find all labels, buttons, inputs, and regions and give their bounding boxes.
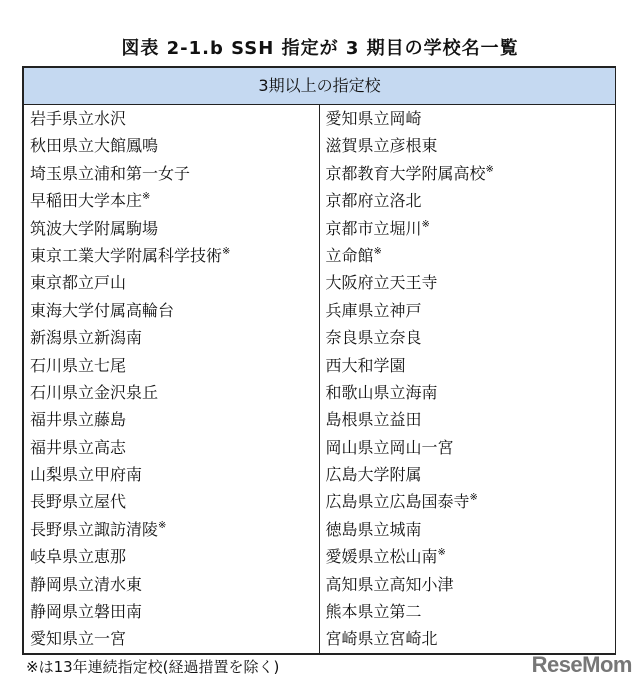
continuous-mark: ※ xyxy=(373,245,382,257)
school-name: 早稲田大学本庄 xyxy=(30,191,143,211)
school-name: 長野県立諏訪清陵 xyxy=(30,519,159,539)
school-name: 立命館 xyxy=(325,245,374,265)
right-column xyxy=(320,105,616,653)
school-name: 兵庫県立神戸 xyxy=(325,300,422,320)
school-name: 熊本県立第二 xyxy=(325,602,422,622)
table-cell xyxy=(320,461,616,488)
school-name: 島根県立益田 xyxy=(325,410,422,430)
table-cell xyxy=(24,242,319,269)
school-name: 愛知県立岡崎 xyxy=(325,109,422,128)
school-name: 岩手県立水沢 xyxy=(30,109,127,128)
table-cell xyxy=(320,269,616,296)
table-cell xyxy=(24,461,319,488)
table-cell xyxy=(24,434,319,461)
table-cell xyxy=(24,105,319,132)
continuous-mark: ※ xyxy=(158,519,167,531)
table-cell xyxy=(320,352,616,379)
table-cell xyxy=(320,434,616,461)
table-cell xyxy=(320,516,616,543)
school-name: 岐阜県立恵那 xyxy=(30,547,127,567)
continuous-mark: ※ xyxy=(222,245,231,257)
school-name: 愛媛県立松山南 xyxy=(325,547,438,567)
school-name: 愛知県立一宮 xyxy=(30,629,127,649)
table-cell xyxy=(24,297,319,324)
continuous-mark: ※ xyxy=(421,218,430,230)
table-cell xyxy=(24,488,319,515)
school-name: 京都市立堀川 xyxy=(325,218,422,238)
continuous-mark: ※ xyxy=(485,163,494,175)
table-cell xyxy=(320,598,616,625)
table-cell xyxy=(24,516,319,543)
school-name: 筑波大学附属駒場 xyxy=(30,218,159,238)
table-cell xyxy=(320,105,616,132)
table-cell xyxy=(24,324,319,351)
table-cell xyxy=(320,488,616,515)
school-name: 徳島県立城南 xyxy=(325,519,422,539)
table-cell xyxy=(24,160,319,187)
table-cell xyxy=(24,187,319,214)
school-name: 秋田県立大館鳳鳴 xyxy=(30,136,159,156)
school-name: 東京工業大学附属科学技術 xyxy=(30,245,223,265)
table-cell xyxy=(320,297,616,324)
school-name: 静岡県立清水東 xyxy=(30,574,143,594)
resemom-logo: ReseMom xyxy=(531,652,632,677)
table-cell xyxy=(24,379,319,406)
table-cell xyxy=(24,571,319,598)
school-name: 石川県立七尾 xyxy=(30,355,127,375)
school-name: 静岡県立磐田南 xyxy=(30,602,143,622)
school-name: 京都教育大学附属高校 xyxy=(325,163,486,183)
table-cell xyxy=(320,571,616,598)
school-name: 岡山県立岡山一宮 xyxy=(325,437,454,457)
school-name: 滋賀県立彦根東 xyxy=(325,136,438,156)
table-header: 3期以上の指定校 xyxy=(24,68,615,105)
table-cell xyxy=(320,160,616,187)
table-cell xyxy=(24,132,319,159)
table-cell xyxy=(320,324,616,351)
table-cell xyxy=(320,543,616,570)
school-name: 京都府立洛北 xyxy=(325,191,422,211)
school-name: 長野県立屋代 xyxy=(30,492,127,512)
table-cell xyxy=(24,543,319,570)
continuous-mark: ※ xyxy=(437,547,446,559)
continuous-mark: ※ xyxy=(142,191,151,203)
school-name: 山梨県立甲府南 xyxy=(30,465,143,485)
table-cell xyxy=(320,625,616,652)
table-cell xyxy=(320,132,616,159)
school-name: 東海大学付属高輪台 xyxy=(30,300,175,320)
school-name: 広島県立広島国泰寺 xyxy=(325,492,470,512)
school-name: 奈良県立奈良 xyxy=(325,328,422,348)
table-cell xyxy=(320,379,616,406)
school-name: 広島大学附属 xyxy=(325,465,422,485)
school-name: 新潟県立新潟南 xyxy=(30,328,143,348)
school-name: 石川県立金沢泉丘 xyxy=(30,382,159,402)
table-cell xyxy=(24,352,319,379)
school-name: 福井県立高志 xyxy=(30,437,127,457)
table-cell xyxy=(24,406,319,433)
school-name: 西大和学園 xyxy=(325,355,406,375)
school-name: 埼玉県立浦和第一女子 xyxy=(30,163,191,183)
table-cell xyxy=(24,625,319,652)
table-cell xyxy=(320,187,616,214)
school-name: 大阪府立天王寺 xyxy=(325,273,438,293)
left-column xyxy=(24,105,320,653)
school-name: 福井県立藤島 xyxy=(30,410,127,430)
school-name: 高知県立高知小津 xyxy=(325,574,454,594)
school-table xyxy=(22,66,616,655)
table-cell xyxy=(320,242,616,269)
continuous-mark: ※ xyxy=(469,492,478,504)
school-name: 宮崎県立宮崎北 xyxy=(325,629,438,649)
page-title: 図表 2-1.b SSH 指定が 3 期目の学校名一覧 xyxy=(121,38,519,59)
footnote: ※は13年連続指定校(経過措置を除く) xyxy=(26,658,280,676)
school-name: 和歌山県立海南 xyxy=(325,382,438,402)
table-cell xyxy=(24,598,319,625)
table-cell xyxy=(320,215,616,242)
table-cell xyxy=(24,215,319,242)
table-cell xyxy=(24,269,319,296)
school-name: 東京都立戸山 xyxy=(30,273,127,293)
table-cell xyxy=(320,406,616,433)
